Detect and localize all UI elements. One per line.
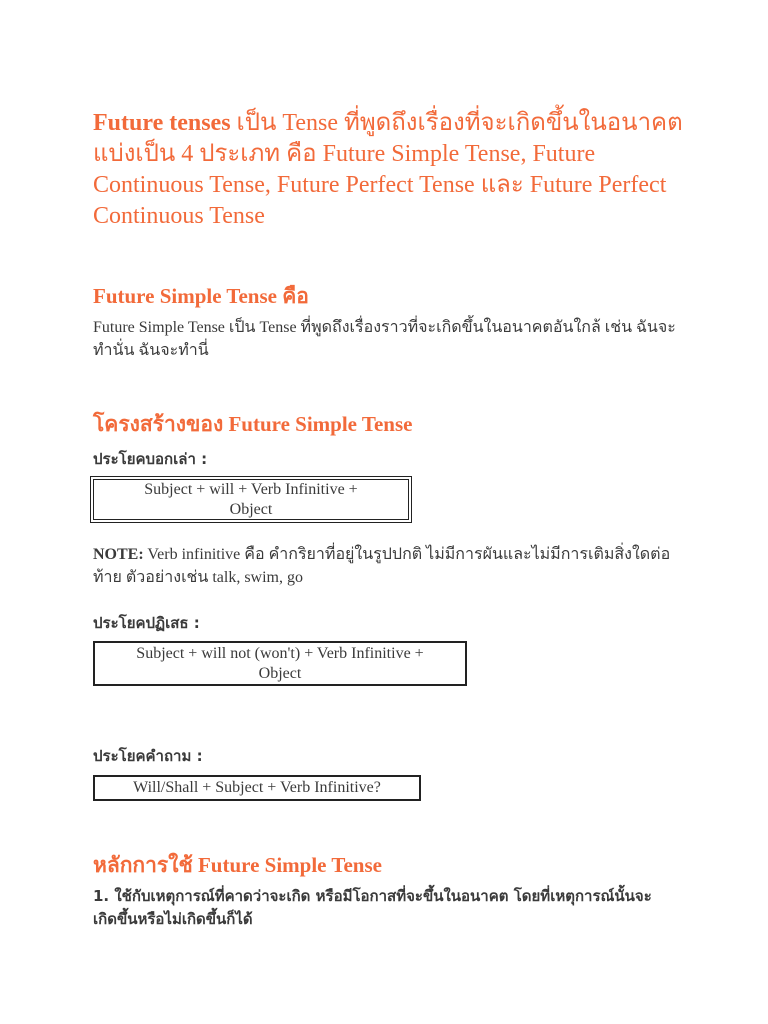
negative-formula-box xyxy=(93,641,467,686)
section-heading-structure: โครงสร้างของ Future Simple Tense xyxy=(93,412,413,436)
negative-label: ประโยคปฏิเสธ : xyxy=(93,614,200,632)
usage-rule-1: 1. ใช้กับเหตุการณ์ที่คาดว่าจะเกิด หรือมีโอกาสที่จะขึ้นในอนาคต โดยที่เหตุการณ์นั้นจะเกิดขึ้นหรือไม่เกิดขึ้นก็ได้ xyxy=(93,887,652,928)
section-heading-usage: หลักการใช้ Future Simple Tense xyxy=(93,853,382,877)
intro-paragraph xyxy=(93,108,683,232)
note-paragraph xyxy=(93,543,683,589)
section-heading-definition: Future Simple Tense คือ xyxy=(93,284,309,308)
note-text: Verb infinitive คือ คำกริยาที่อยู่ในรูปปกติ ไม่มีการผันและไม่มีการเติมสิ่งใดต่อท้าย ตัวอย่างเช่น talk, swim, go xyxy=(93,546,671,586)
affirmative-label: ประโยคบอกเล่า : xyxy=(93,450,208,468)
negative-formula-line1: Subject + will not (won't) + Verb Infinitive + xyxy=(136,645,424,662)
question-formula-line: Will/Shall + Subject + Verb Infinitive? xyxy=(133,779,381,796)
definition-paragraph: Future Simple Tense เป็น Tense ที่พูดถึงเรื่องราวที่จะเกิดขึ้นในอนาคตอันใกล้ เช่น ฉันจะทำนั่น ฉันจะทำนี่ xyxy=(93,319,676,359)
intro-lead: Future tenses xyxy=(93,110,231,136)
question-formula-box xyxy=(93,775,421,801)
question-label: ประโยคคำถาม : xyxy=(93,747,203,765)
affirmative-formula-line2: Object xyxy=(229,501,273,518)
intro-text: เป็น Tense ที่พูดถึงเรื่องที่จะเกิดขึ้นในอนาคต แบ่งเป็น 4 ประเภท คือ Future Simple Tense, Future Continuous Tense, Future Perfect Tense และ Future Perfect Continuous Tense xyxy=(93,110,683,229)
affirmative-formula-line1: Subject + will + Verb Infinitive + xyxy=(144,481,358,498)
note-label: NOTE: xyxy=(93,546,144,563)
negative-formula-line2: Object xyxy=(258,665,302,682)
affirmative-formula-box xyxy=(93,479,409,520)
